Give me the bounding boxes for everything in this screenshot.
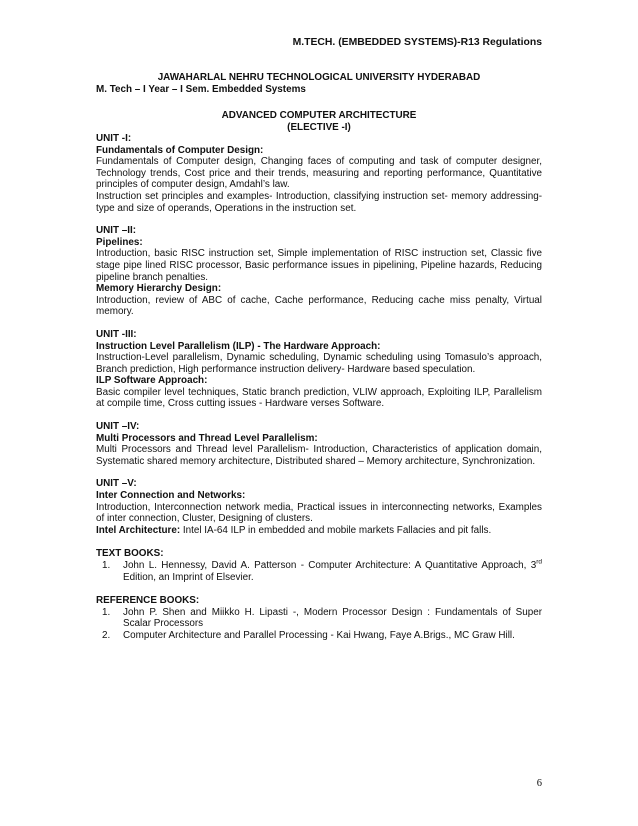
unit-heading: UNIT –IV: <box>96 421 140 433</box>
university-block <box>96 72 542 95</box>
section-title: Pipelines: <box>96 236 143 248</box>
inline-section-label: Intel Architecture: <box>96 524 181 536</box>
section-paragraph <box>96 444 542 467</box>
unit-block <box>96 329 542 410</box>
unit-heading: UNIT -III: <box>96 328 137 340</box>
course-title-block <box>96 110 542 133</box>
university-name: JAWAHARLAL NEHRU TECHNOLOGICAL UNIVERSITY HYDERABAD <box>157 72 481 83</box>
paragraph-text: Basic compiler level techniques, Static branch prediction, VLIW approach, Exploiting ILP, Parallelism at compile time, Cross cutting issues - Hardware verses Software. <box>96 386 542 410</box>
unit-heading: UNIT -I: <box>96 133 132 144</box>
text-book-text-a: John L. Hennessy, David A. Patterson - Computer Architecture: A Quantitative Approach, 3 <box>123 560 537 571</box>
reference-book-number: 1. <box>102 606 111 618</box>
paragraph-text: Instruction-Level parallelism, Dynamic scheduling, Dynamic scheduling using Tomasulo’s approach, Branch prediction, High performance instruction delivery- Hardware based speculation. <box>96 352 542 375</box>
text-book-number: 1. <box>102 560 111 571</box>
section-title: Memory Hierarchy Design: <box>96 283 222 295</box>
syllabus-content <box>96 133 542 642</box>
reference-book-number: 2. <box>102 629 111 641</box>
section-paragraph <box>96 156 542 191</box>
section-title: Inter Connection and Networks: <box>96 490 246 502</box>
unit-heading: UNIT –V: <box>96 478 137 490</box>
paragraph-text: Intel IA-64 ILP in embedded and mobile markets Fallacies and pit falls. <box>180 524 492 536</box>
unit-block <box>96 133 542 214</box>
reference-book-item <box>96 607 542 630</box>
text-books-list <box>96 560 542 583</box>
reference-books-section <box>96 595 542 641</box>
text-books-section <box>96 548 542 583</box>
section-paragraph <box>96 352 542 375</box>
section-paragraph <box>96 295 542 318</box>
section-title: Multi Processors and Thread Level Parallelism: <box>96 432 318 444</box>
units-list <box>96 133 542 536</box>
section-title: ILP Software Approach: <box>96 375 208 387</box>
section-paragraph <box>96 191 542 214</box>
section-paragraph <box>96 248 542 283</box>
paragraph-text: Instruction set principles and examples- Introduction, classifying instruction set- memory addressing- type and size of operands, Operations in the instruction set. <box>96 190 542 214</box>
reference-books-list <box>96 607 542 642</box>
page-number: 6 <box>536 778 542 789</box>
unit-heading: UNIT –II: <box>96 225 137 237</box>
reference-books-heading: REFERENCE BOOKS: <box>96 595 200 607</box>
course-title: ADVANCED COMPUTER ARCHITECTURE <box>221 110 417 121</box>
text-book-text-b: Edition, an Imprint of Elsevier. <box>123 571 254 583</box>
unit-block <box>96 478 542 536</box>
section-paragraph <box>96 387 542 410</box>
text-book-superscript: rd <box>536 558 542 566</box>
paragraph-text: Multi Processors and Thread level Parallelism- Introduction, Characteristics of application domain, Systematic shared memory architecture, Distributed shared – Memory architecture, Synchronization. <box>96 444 542 467</box>
reference-book-item <box>96 630 542 642</box>
section-title: Fundamentals of Computer Design: <box>96 144 264 156</box>
paragraph-text: Introduction, Interconnection network media, Practical issues in interconnecting networks, Examples of inter connection, Cluster, Designing of clusters. <box>96 501 542 525</box>
section-paragraph <box>96 525 542 537</box>
text-books-heading: TEXT BOOKS: <box>96 548 164 560</box>
section-paragraph <box>96 502 542 525</box>
paragraph-text: Introduction, review of ABC of cache, Cache performance, Reducing cache miss penalty, Virtual memory. <box>96 294 542 318</box>
reference-book-text: Computer Architecture and Parallel Processing - Kai Hwang, Faye A.Brigs., MC Graw Hill. <box>123 629 515 641</box>
course-elective: (ELECTIVE -I) <box>287 121 351 133</box>
unit-block <box>96 421 542 467</box>
paragraph-text: Introduction, basic RISC instruction set, Simple implementation of RISC instruction set, Classic five stage pipe lined RISC processor, Basic performance issues in pipelining, Pipeline hazards, Reducing pipeline branch penalties. <box>96 248 542 283</box>
text-book-item <box>96 560 542 583</box>
running-header: M.TECH. (EMBEDDED SYSTEMS)-R13 Regulations <box>292 37 542 48</box>
unit-block <box>96 225 542 318</box>
paragraph-text: Fundamentals of Computer design, Changing faces of computing and task of computer designer, Technology trends, Cost price and their trends, measuring and reporting performance, Quantitative principles of computer design, Amdahl’s law. <box>96 156 542 191</box>
reference-book-text: John P. Shen and Miikko H. Lipasti -, Modern Processor Design : Fundamentals of Super Scalar Processors <box>123 606 542 630</box>
program-line: M. Tech – I Year – I Sem. Embedded Systems <box>96 83 306 95</box>
section-title: Instruction Level Parallelism (ILP) - The Hardware Approach: <box>96 340 381 352</box>
